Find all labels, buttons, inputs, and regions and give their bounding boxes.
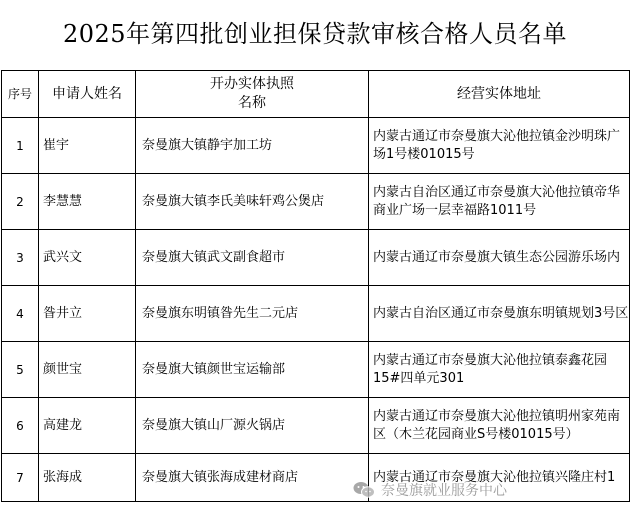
header-name: 申请人姓名 [39,71,136,118]
table-row [2,398,630,454]
cell-address: 内蒙古通辽市奈曼旗大沁他拉镇泰鑫花园15#四单元301 [369,342,630,398]
cell-entity: 奈曼旗东明镇昝先生二元店 [136,286,369,342]
cell-address: 内蒙古通辽市奈曼旗大沁他拉镇金沙明珠广场1号楼01015号 [369,118,630,174]
cell-entity: 奈曼旗大镇静宇加工坊 [136,118,369,174]
cell-entity: 奈曼旗大镇武文副食超市 [136,230,369,286]
header-entity [136,71,369,118]
cell-entity: 奈曼旗大镇山厂源火锅店 [136,398,369,454]
watermark [353,480,507,500]
cell-no: 5 [2,342,39,398]
cell-entity: 奈曼旗大镇李氏美味轩鸡公煲店 [136,174,369,230]
watermark-text: 奈曼旗就业服务中心 [381,483,507,499]
cell-name: 张海成 [39,454,136,502]
cell-no: 6 [2,398,39,454]
cell-entity: 奈曼旗大镇颜世宝运输部 [136,342,369,398]
cell-name: 武兴文 [39,230,136,286]
cell-name: 李慧慧 [39,174,136,230]
cell-no: 2 [2,174,39,230]
wechat-icon [353,481,375,499]
table-header-row [2,71,630,118]
table-row [2,342,630,398]
table-row [2,454,630,502]
table-row [2,174,630,230]
cell-no: 4 [2,286,39,342]
header-entity-line1: 开办实体执照 [210,76,294,92]
header-entity-line2: 名称 [238,95,266,111]
table-row [2,230,630,286]
page-title: 2025年第四批创业担保贷款审核合格人员名单 [62,20,568,48]
cell-address: 内蒙古通辽市奈曼旗大沁他拉镇兴隆庄村1 [369,454,630,502]
cell-entity: 奈曼旗大镇张海成建材商店 [136,454,369,502]
cell-address: 内蒙古自治区通辽市奈曼旗大沁他拉镇帝华商业广场一层幸福路1011号 [369,174,630,230]
approved-applicants-table [1,70,630,502]
cell-name: 崔宇 [39,118,136,174]
table-row [2,286,630,342]
cell-address: 内蒙古通辽市奈曼旗大镇生态公园游乐场内 [369,230,630,286]
cell-name: 颜世宝 [39,342,136,398]
cell-address: 内蒙古自治区通辽市奈曼旗东明镇规划3号区 [369,286,630,342]
cell-no: 3 [2,230,39,286]
cell-name: 高建龙 [39,398,136,454]
header-address: 经营实体地址 [369,71,630,118]
cell-no: 7 [2,454,39,502]
cell-address: 内蒙古通辽市奈曼旗大沁他拉镇明州家苑南区（木兰花园商业S号楼01015号） [369,398,630,454]
table-row [2,118,630,174]
cell-no: 1 [2,118,39,174]
header-no: 序号 [2,71,39,118]
cell-name: 昝井立 [39,286,136,342]
